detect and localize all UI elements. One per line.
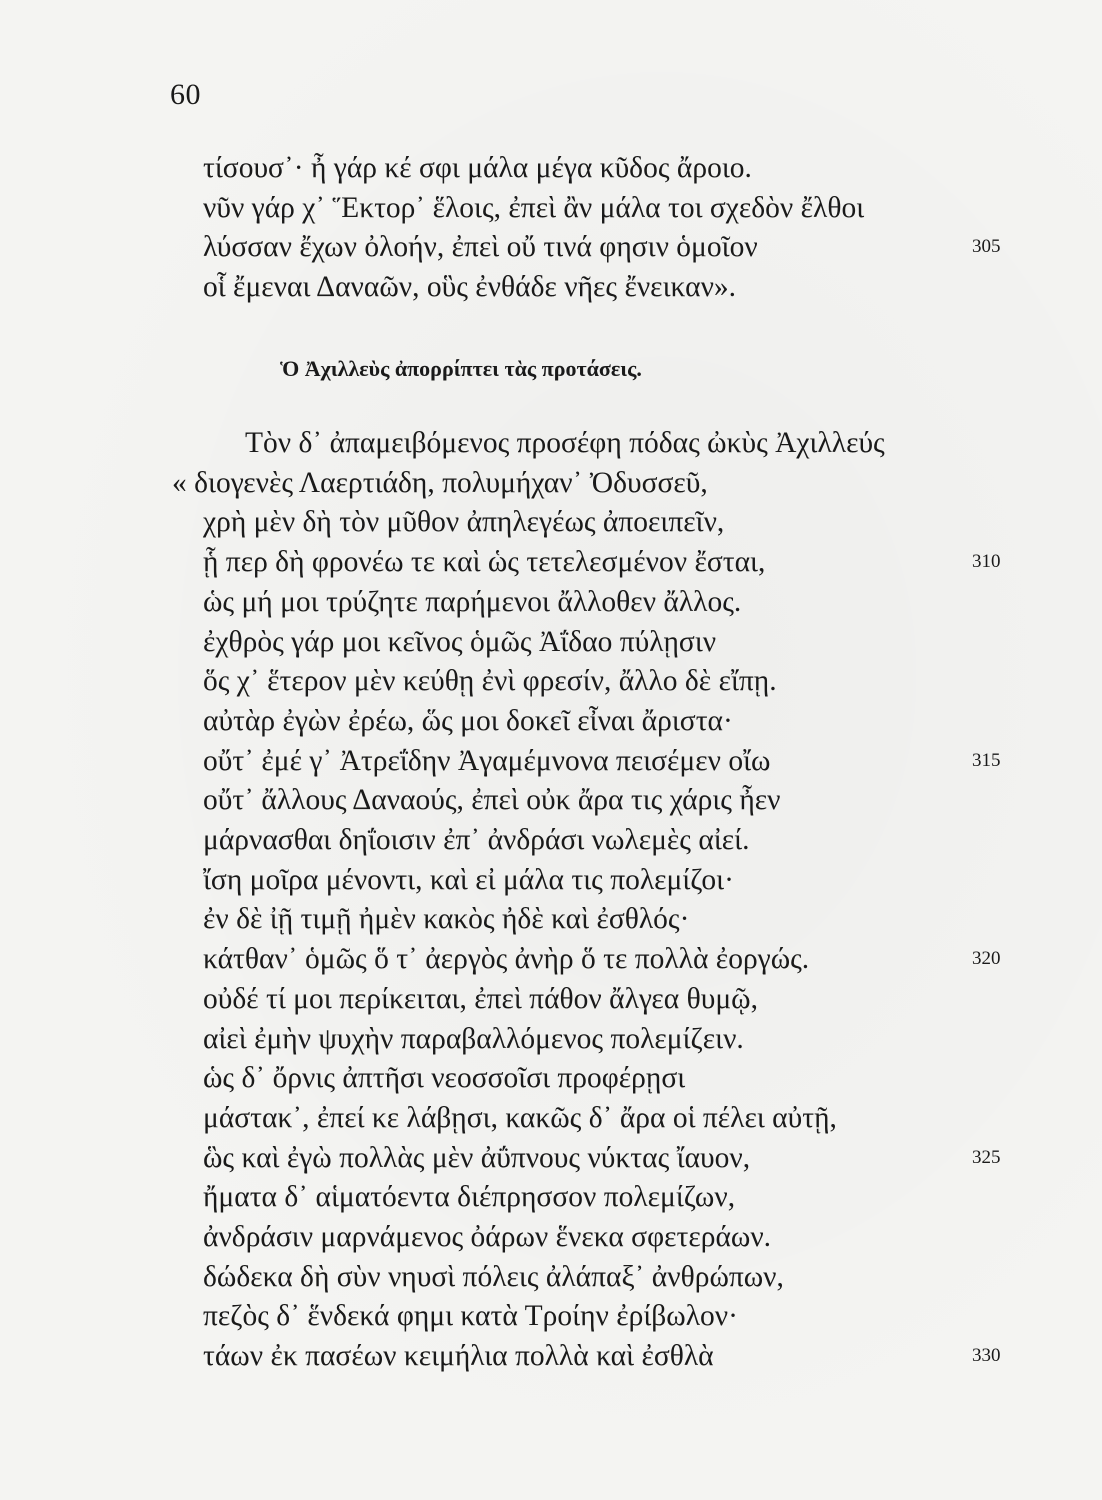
line-number: 310 <box>972 551 1001 573</box>
verse-text: οὔτ᾽ ἐμέ γ᾽ Ἀτρεΐδην Ἀγαμέμνονα πεισέμεν οἴω <box>203 744 771 777</box>
verse-text: Τὸν δ᾽ ἀπαμειβόμενος προσέφη πόδας ὠκὺς Ἀχιλλεύς <box>245 427 885 459</box>
verse-text: νῦν γάρ χ᾽ Ἕκτορ᾽ ἕλοις, ἐπεὶ ἂν μάλα τοι σχεδὸν ἔλθοι <box>203 191 865 224</box>
verse-line <box>0 1177 1102 1217</box>
verse-line <box>0 1019 1102 1059</box>
line-number: 320 <box>972 948 1001 970</box>
verse-text: ἤματα δ᾽ αἱματόεντα διέπρησσον πολεμίζων, <box>203 1181 736 1214</box>
verse-text: πεζὸς δ᾽ ἕνδεκά φημι κατὰ Τροίην ἐρίβωλον· <box>203 1300 738 1333</box>
verse-text: ἐν δὲ ἰῇ τιμῇ ἠμὲν κακὸς ἠδὲ καὶ ἐσθλός· <box>203 903 690 936</box>
verse-text: χρὴ μὲν δὴ τὸν μῦθον ἀπηλεγέως ἀποειπεῖν, <box>203 506 725 539</box>
verse-line <box>0 1058 1102 1098</box>
verse-line <box>0 1138 1102 1178</box>
verse-line <box>0 1296 1102 1336</box>
verse-line <box>0 542 1102 582</box>
verse-text: οὐδέ τί μοι περίκειται, ἐπεὶ πάθον ἄλγεα θυμῷ, <box>203 982 758 1015</box>
verse-text: ἴση μοῖρα μένοντι, καὶ εἰ μάλα τις πολεμίζοι· <box>203 863 734 896</box>
line-number: 325 <box>972 1146 1001 1168</box>
verse-text: ἐχθρὸς γάρ μοι κεῖνος ὁμῶς Ἀΐδαο πύλῃσιν <box>203 625 717 658</box>
line-number: 330 <box>972 1345 1001 1367</box>
page-number: 60 <box>170 78 201 111</box>
verse-line <box>0 1217 1102 1257</box>
verse-line <box>0 1098 1102 1138</box>
verse-text: δώδεκα δὴ σὺν νηυσὶ πόλεις ἀλάπαξ᾽ ἀνθρώπων, <box>203 1260 784 1293</box>
line-number: 305 <box>972 236 1001 258</box>
verse-text: οὔτ᾽ ἄλλους Δαναούς, ἐπεὶ οὐκ ἄρα τις χάρις ἦεν <box>203 784 781 817</box>
verse-line <box>0 860 1102 900</box>
verse-line <box>0 227 1102 267</box>
verse-text: λύσσαν ἔχων ὀλοήν, ἐπεὶ οὔ τινά φησιν ὁμοῖον <box>203 231 758 264</box>
verse-text: μάστακ᾽, ἐπεί κε λάβῃσι, κακῶς δ᾽ ἄρα οἱ πέλει αὐτῇ, <box>203 1101 837 1134</box>
section-heading: Ὁ Ἀχιλλεὺς ἀπορρίπτει τὰς προτάσεις. <box>280 356 642 381</box>
verse-text: τάων ἐκ πασέων κειμήλια πολλὰ καὶ ἐσθλὰ <box>203 1340 714 1373</box>
verse-line <box>0 148 1102 188</box>
verse-line <box>0 820 1102 860</box>
verse-text: οἷ ἔμεναι Δαναῶν, οὓς ἐνθάδε νῆες ἔνεικαν». <box>203 271 737 304</box>
verse-text: ὡς μή μοι τρύζητε παρήμενοι ἄλλοθεν ἄλλος. <box>203 585 742 618</box>
verse-line <box>0 661 1102 701</box>
verse-line <box>0 423 1102 463</box>
verse-text: μάρνασθαι δηΐοισιν ἐπ᾽ ἀνδράσι νωλεμὲς αἰεί. <box>203 824 750 856</box>
verse-line <box>0 582 1102 622</box>
verse-text: τίσουσ᾽· ἦ γάρ κέ σφι μάλα μέγα κῦδος ἄροιο. <box>203 152 752 184</box>
verse-text: κάτθαν᾽ ὁμῶς ὅ τ᾽ ἀεργὸς ἀνὴρ ὅ τε πολλὰ ἐοργώς. <box>203 943 810 976</box>
verse-text: ἀνδράσιν μαρνάμενος ὀάρων ἕνεκα σφετεράων. <box>203 1221 772 1253</box>
verse-line <box>0 622 1102 662</box>
verse-text: ᾗ περ δὴ φρονέω τε καὶ ὡς τετελεσμένον ἔσται, <box>203 546 766 579</box>
verse-text: ὡς δ᾽ ὄρνις ἀπτῆσι νεοσσοῖσι προφέρῃσι <box>203 1062 686 1095</box>
verse-text: ὣς καὶ ἐγὼ πολλὰς μὲν ἀΰπνους νύκτας ἴαυον, <box>203 1141 751 1174</box>
verse-line <box>0 701 1102 741</box>
verse-line <box>0 1257 1102 1297</box>
verse-text: ὅς χ᾽ ἕτερον μὲν κεύθῃ ἐνὶ φρεσίν, ἄλλο δὲ εἴπῃ. <box>203 665 777 698</box>
verse-text: αὐτὰρ ἐγὼν ἐρέω, ὥς μοι δοκεῖ εἶναι ἄριστα· <box>203 704 733 737</box>
verse-line <box>0 267 1102 307</box>
verse-line <box>0 463 1102 503</box>
verse-line <box>0 979 1102 1019</box>
verse-line <box>0 1336 1102 1376</box>
line-number: 315 <box>972 749 1001 771</box>
verse-line <box>0 741 1102 781</box>
verse-line <box>0 780 1102 820</box>
verse-text: αἰεὶ ἐμὴν ψυχὴν παραβαλλόμενος πολεμίζειν. <box>203 1022 744 1055</box>
verse-line <box>0 502 1102 542</box>
verse-text: « διογενὲς Λαερτιάδη, πολυμήχαν᾽ Ὀδυσσεῦ, <box>172 466 708 499</box>
verse-line <box>0 188 1102 228</box>
verse-line <box>0 939 1102 979</box>
verse-line <box>0 899 1102 939</box>
